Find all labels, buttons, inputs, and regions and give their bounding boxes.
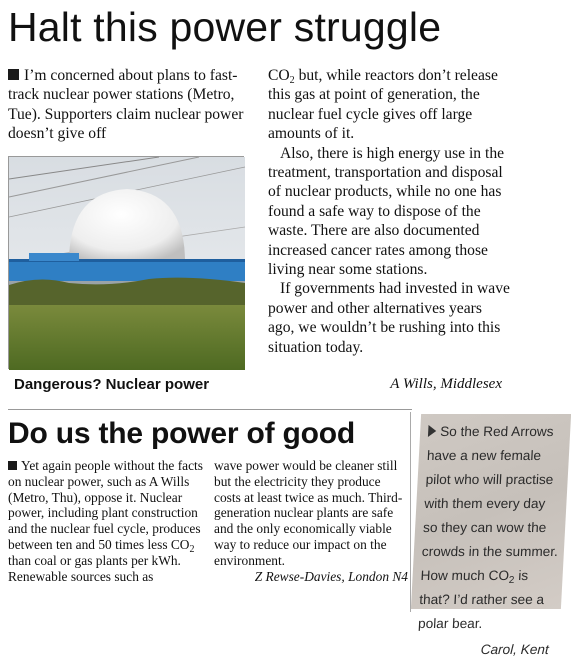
letter2-paragraph-1-continued: wave power would be cleaner still but the electricity they produce costs at least twice as much. Third-generation nuclear plants are safe and the only economically viable way to reduce our impact on the environment. xyxy=(214,458,403,568)
letter2-column-1 xyxy=(8,458,206,584)
letter1-column-1 xyxy=(8,66,250,144)
note-signature: Carol, Kent xyxy=(480,642,550,657)
letter1-paragraph-1: I’m concerned about plans to fast-track nuclear power stations (Metro, Tue). Supporters claim nuclear power doesn’t give off xyxy=(8,67,244,143)
letter2-signature: Z Rewse-Davies, London N4 xyxy=(254,568,408,584)
headline-do-us-the-power-of-good: Do us the power of good xyxy=(8,417,356,450)
triangle-bullet-icon xyxy=(428,425,437,437)
letter1-paragraph-2: Also, there is high energy use in the treatment, transportation and disposal of nuclear products, while no one has found a safe way to dispose of the waste. There are also documented increased cancer rates among those living near some stations. xyxy=(268,144,505,279)
letter1-paragraph-3: If governments had invested in wave power and other alternatives years ago, we wouldn’t be rushing into this situation today. xyxy=(268,280,510,356)
letter1-column-2 xyxy=(268,66,510,357)
letter2-column-2 xyxy=(214,458,408,584)
letter1-paragraph-1-continued: $CO_2$ but, while reactors don’t release this gas at point of generation, the nuclear fuel cycle gives off large amounts of it. xyxy=(268,67,498,143)
bullet-square-icon xyxy=(8,461,17,470)
section-divider xyxy=(8,409,412,410)
letter1-signature: A Wills, Middlesex xyxy=(390,376,502,392)
column-divider xyxy=(410,412,411,612)
bullet-square-icon xyxy=(8,69,19,80)
letter2-paragraph-1: Yet again people without the facts on nuclear power, such as A Wills (Metro, Thu), oppose it. Nuclear power, including plant construction and the nuclear fuel cycle, produces between ten and 50 times less $CO_2$ than coal or gas plants per kWh. Renewable sources such as xyxy=(8,458,203,584)
note-text: So the Red Arrows have a new female pilot who will practise with them every day so they can wow the crowds in the summer. How much $CO_2$ is that? I’d rather see a polar bear. xyxy=(417,424,559,631)
nuclear-power-station-photo xyxy=(8,156,244,369)
headline-halt-this-power-struggle: Halt this power struggle xyxy=(8,4,442,50)
red-arrows-note-clipping xyxy=(411,414,571,657)
photo-caption: Dangerous? Nuclear power xyxy=(14,376,210,393)
nuclear-dome-illustration xyxy=(9,157,245,370)
